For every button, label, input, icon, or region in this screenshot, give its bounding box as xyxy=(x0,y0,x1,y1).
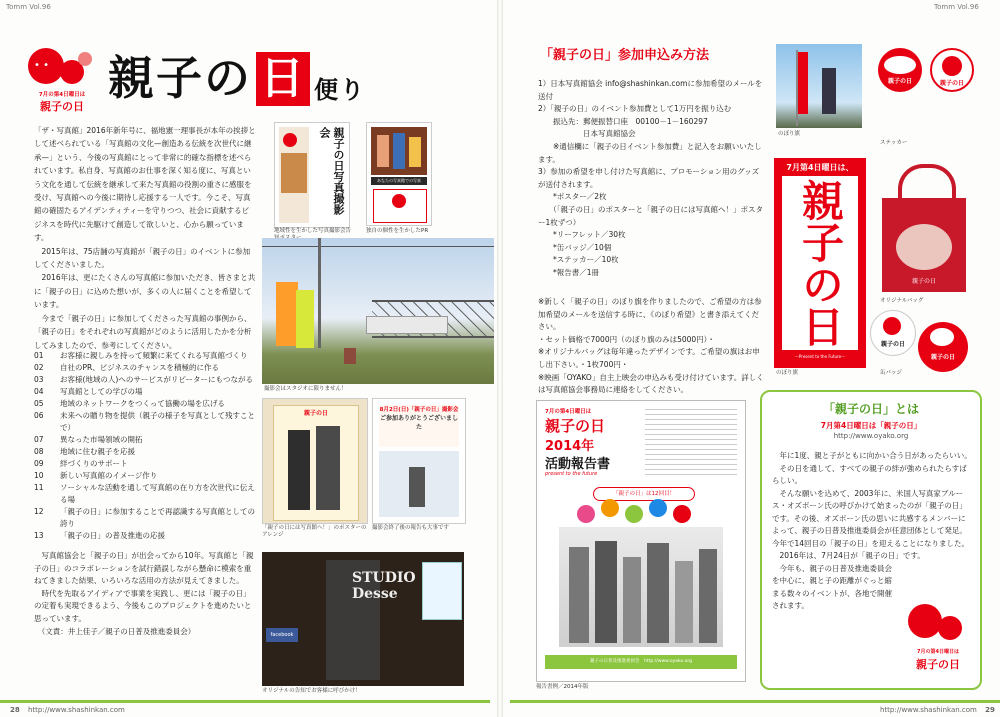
report-title-line1: 7月の第4日曜日は xyxy=(545,409,592,415)
family-member-6 xyxy=(699,549,717,643)
report-footer-bar: 親子の日普及推進委員会 http://www.oyako.org xyxy=(545,655,737,669)
list-item: 09 絆づくりのサポート xyxy=(34,459,128,468)
title-part3: 便り xyxy=(314,76,366,104)
application-steps xyxy=(538,78,764,280)
benefit-list xyxy=(34,350,256,542)
report-title-line2: 親子の日 xyxy=(545,417,606,435)
note-line: ※映画「OYAKO」自主上映会の申込みも受け付けています。詳しくは写真館協会事務局に連絡をしてください。 xyxy=(538,372,764,395)
pr-person-2 xyxy=(393,133,405,169)
logo-line1: 7月の第4日曜日は xyxy=(38,92,86,98)
heart-balloon-orange-icon xyxy=(601,499,619,517)
poster-person-2 xyxy=(316,426,340,510)
footer-line-left xyxy=(0,700,490,703)
caption-flag: のぼり旗 xyxy=(776,370,799,376)
note-line: ※オリジナルバッグは毎年違ったデザインです。ご希望の旗はお申し出下さい。・1枚700円・ xyxy=(538,347,760,369)
intro-paragraph: 2015年は、75店舗の写真館が「親子の日」のイベントに参加してくださいました。 xyxy=(34,246,251,270)
family-subject xyxy=(344,348,356,364)
list-item: 01 お客様に親しみを持って頻繁に来てくれる写真館づくり xyxy=(34,351,248,360)
footer-line-right xyxy=(510,700,1000,703)
badge-1-text: 親子の日 xyxy=(880,341,905,348)
studio-photo xyxy=(262,552,464,686)
running-head-left-text: Tomm Vol.96 xyxy=(6,3,51,11)
closing-paragraph: 時代を先取るアイディアで事業を実践し、更には「親子の日」の定着も実現できるよう、今後もこのプロジェクトを進めたいと思っています。 xyxy=(34,588,252,623)
sticker-2-text: 親子の日 xyxy=(939,80,964,87)
gutter xyxy=(497,0,503,717)
heart-balloon-red-icon xyxy=(673,505,691,523)
power-line xyxy=(262,246,494,247)
caption-photo2: 独自の個性を生かしたPR xyxy=(366,228,429,234)
application-notes xyxy=(538,296,764,397)
list-item: 13 「親子の日」の普及推進の応援 xyxy=(34,531,165,540)
about-url: http://www.oyako.org xyxy=(833,432,909,440)
facebook-sign: facebook xyxy=(266,628,298,642)
report-subtitle: 活動報告書 xyxy=(545,457,611,472)
step-line: 2）「親子の日」のイベント参加費として1万円を振り込む xyxy=(538,104,732,114)
report-photo-sub: ご参加ありがとうございました xyxy=(379,415,458,431)
poster-photo-1 xyxy=(274,122,350,228)
flag-photo xyxy=(776,44,862,128)
intro-paragraph: 今まで「親子の日」に参加してくださった写真館の事例から、「親子の日」をそれぞれの写真館がどのように活用したかを分析してみましたので、参考にしてください。 xyxy=(34,313,252,350)
poster-logo-icon xyxy=(283,133,297,147)
footer-url-left: http://www.shashinkan.com xyxy=(27,706,125,714)
report-bubble: 「親子の日」は12回目！ xyxy=(593,487,695,501)
pr-person-3 xyxy=(409,137,421,167)
badge-2-mascot-icon xyxy=(930,328,954,346)
flag-person xyxy=(822,68,836,114)
about-box xyxy=(760,390,982,690)
report-photo xyxy=(372,398,466,524)
list-item: 12 「親子の日」に参加することで再認識する写真館としての誇り xyxy=(34,507,255,528)
caption-poster3: 「親子の日には写真館へ！」のポスターのアレンジ xyxy=(262,525,367,538)
list-item: 07 異なった市場領域の開拓 xyxy=(34,435,143,444)
photographer-orange-shirt xyxy=(276,282,298,346)
caption-report: 報告書例／2014年版 xyxy=(536,684,589,690)
about-paragraph: 今年も、親子の日普及推進委員会を中心に、親と子の距離がぐっと縮まる数々のイベントが、各地で開催されます。 xyxy=(772,563,892,610)
logo-face-icon: • • xyxy=(34,60,49,71)
pr-banner: あなたの写真館での写真 xyxy=(371,177,427,185)
caption-photo4: 撮影会終了後の報告も大事です xyxy=(372,525,450,531)
step-line: *ステッカー／10枚 xyxy=(538,255,619,265)
about-subheading: 7月第4日曜日は「親子の日」 xyxy=(820,421,922,430)
studio-person xyxy=(409,467,425,507)
utility-pole xyxy=(318,238,321,348)
report-body-text-block xyxy=(645,409,737,477)
about-paragraph: そんな願いを込めて、2003年に、米国人写真家ブルース・オズボーン氏の呼びかけて始まったのが「親子の日」です。その後、オズボーン氏の思いに共感するメンバーによって、親子の日普及推進委員会が任意団体として発足。今年で14回目の「親子の日」を迎えることになりました。 xyxy=(772,488,970,548)
heart-balloon-green-icon xyxy=(625,505,643,523)
about-paragraph: 年に1度、親と子がともに向かい合う日があったらいい。 xyxy=(772,451,972,460)
about-heading: 「親子の日」とは xyxy=(822,402,919,416)
arranged-poster xyxy=(273,405,359,521)
bridge-photo xyxy=(262,238,494,384)
step-line: ※通信欄に「親子の日イベント参加費」と記入をお願いいたします。 xyxy=(538,141,762,164)
running-head-left xyxy=(6,3,51,11)
poster-family-image xyxy=(281,153,307,193)
pr-sign xyxy=(373,189,427,223)
about-logo-child-icon xyxy=(938,616,962,640)
oyako-logo xyxy=(26,40,98,112)
step-line: *リーフレット／30枚 xyxy=(538,230,626,240)
pr-sign-logo-icon xyxy=(392,194,406,208)
heart-balloon-pink-icon xyxy=(577,505,595,523)
step-line: 振込先：郵便振替口座 00100－1－160297 xyxy=(538,116,708,126)
nobori-flag xyxy=(774,158,866,368)
footer-url-right: http://www.shashinkan.com xyxy=(880,706,977,714)
running-head-right-text: Tomm Vol.96 xyxy=(934,3,979,11)
family-member-3 xyxy=(623,557,641,643)
caption-studio: オリジナルの告知でお客様に呼びかけ！ xyxy=(262,688,361,694)
caption-flag-small: のぼり旗 xyxy=(778,131,801,137)
about-logo-parent-icon xyxy=(908,604,942,638)
list-item: 08 地域に住む親子を応援 xyxy=(34,447,135,456)
list-item: 11 ソーシャルな活動を通して写真館の在り方を次世代に伝える場 xyxy=(34,483,255,504)
flag-banner xyxy=(798,52,808,114)
caption-bridge: 撮影会はスタジオに限りません！ xyxy=(264,386,347,392)
title-part2: 日 xyxy=(256,52,310,106)
running-head-right xyxy=(934,3,979,11)
family-member-4 xyxy=(647,543,669,643)
about-logo-line1: 7月の第4日曜日は xyxy=(917,649,959,655)
list-item: 06 未来への贈り物を提供（親子の様子を写真として残すことで） xyxy=(34,411,255,432)
about-logo xyxy=(902,602,974,682)
about-text xyxy=(772,450,972,613)
photographer-yellow-vest xyxy=(296,290,314,348)
title-part1: 親子の xyxy=(108,51,252,105)
note-line: ・セット価格で7000円（のぼり旗のみは5000円）・ xyxy=(538,334,715,344)
list-item: 04 写真館としての学びの場 xyxy=(34,387,143,396)
list-item: 02 自社のPR、ビジネスのチャンスを積極的に作る xyxy=(34,363,220,372)
sticker-1-mascot-icon xyxy=(884,56,916,74)
family-member-5 xyxy=(675,561,693,643)
intro-paragraph: 「ザ・写真館」2016年新年号に、福地憲一理事長が本年の挨拶として述べられている「写真館の文化—創造ある伝統を次世代に継承—」という、今後の写真館にとって非常に的確な指標を述べられています。私自身、写真館のお仕事を深く知る度に、写真という文化を通して伝統を継承して来た写真館の役割の重さに感服を受け、写真館への今後に期待し応援する一人です。今こそ、写真館の確固たるアイデンティティーを守りつつ、社会に貢献するビジネスを時代に先駆けて創造して欲しいと、心から願っています。 xyxy=(34,126,256,243)
studio-name: STUDIO Desse xyxy=(352,570,416,602)
heart-balloon-blue-icon xyxy=(649,499,667,517)
report-studio-image xyxy=(379,451,459,517)
caption-sticker: ステッカー xyxy=(880,140,908,146)
caption-bag: オリジナルバッグ xyxy=(880,298,924,304)
about-paragraph: その日を通して、すべての親子の絆が強められたらすばらしい。 xyxy=(772,463,967,485)
note-line: ※新しく「親子の日」のぼり旗を作りましたので、ご希望の方は参加希望のメールを送信する時に、《のぼり希望》と書き添えてください。 xyxy=(538,297,762,332)
family-member-1 xyxy=(569,547,589,643)
logo-line2: 親子の日 xyxy=(40,100,84,113)
arranged-poster-heading: 親子の日 xyxy=(303,410,328,417)
intro-paragraph: 2016年は、更にたくさんの写真館に参加いただき、皆さまと共に「親子の日」に込めた想いが、多くの人に届くことを希望しています。 xyxy=(34,273,256,310)
about-paragraph: 2016年は、7月24日が「親子の日」です。 xyxy=(772,551,925,560)
sticker-2 xyxy=(930,48,974,92)
step-line: 日本写真館協会 xyxy=(538,129,636,139)
bag-text: 親子の日 xyxy=(911,278,936,285)
badge-1 xyxy=(870,310,916,356)
badge-1-mascot-icon xyxy=(883,317,901,335)
studio-poster xyxy=(422,562,462,620)
page-number-left: 28 xyxy=(10,706,20,714)
intro-text xyxy=(34,124,256,352)
flag-big-text: 親子の日 xyxy=(796,179,845,347)
page-number-right: 29 xyxy=(985,706,995,714)
pr-photo-2 xyxy=(366,122,432,226)
footer-left xyxy=(10,706,125,714)
sticker-1-text: 親子の日 xyxy=(887,78,912,85)
list-item: 03 お客様(地域の人)へのサービスがリピーターにもつながる xyxy=(34,375,254,384)
about-logo-line2: 親子の日 xyxy=(916,658,960,671)
step-line: 1）日本写真館協会 info@shashinkan.comに参加希望のメールを送付 xyxy=(538,79,763,101)
tote-bag xyxy=(876,164,972,294)
flag-white-panel xyxy=(782,176,858,350)
badge-2 xyxy=(918,322,968,372)
step-line: 3）参加の希望を申し付けた写真館に、プロモーション用のグッズが送付されます。 xyxy=(538,167,760,189)
family-photo xyxy=(559,527,723,647)
application-heading: 「親子の日」参加申込み方法 xyxy=(540,48,710,63)
report-photo-heading: 8月2日(日)「親子の日」撮影会 xyxy=(379,407,459,413)
report-cover xyxy=(536,400,746,682)
flag-top-text: 7月第4日曜日は、 xyxy=(786,163,854,172)
report-year: 2014年 xyxy=(545,439,595,454)
step-line: *ポスター／2枚 xyxy=(538,192,607,202)
footer-right xyxy=(880,706,995,714)
badge-2-text: 親子の日 xyxy=(930,354,955,361)
closing-paragraph: 写真館協会と「親子の日」が出会ってから10年。写真館と「親子の日」のコラボレーションを試行錯誤しながら懸命に模索を重ねてきました結果、いろいろな活用の方法が見えてきました。 xyxy=(34,551,254,586)
pr-person-1 xyxy=(377,135,389,167)
list-item: 10 新しい写真館のイメージ作り xyxy=(34,471,158,480)
caption-poster1: 地域性を生かした写真撮影会告 xyxy=(274,228,352,234)
list-item: 05 地域のネットワークをつくって協働の場を広げる xyxy=(34,399,225,408)
poster-person-1 xyxy=(288,430,310,510)
bag-illustration xyxy=(896,224,952,270)
step-line: （「親子の日」のポスターと「親子の日には写真館へ！」ポスター1枚ずつ） xyxy=(538,204,763,227)
poster-title: 親子の日写真撮影会 xyxy=(311,127,345,223)
report-photo-card xyxy=(379,405,459,447)
poster-arrange-photo xyxy=(262,398,368,524)
closing-text xyxy=(34,550,256,638)
step-line: *缶バッジ／10個 xyxy=(538,242,612,252)
closing-paragraph: （文責：井上佳子／親子の日普及推進委員会） xyxy=(34,626,196,636)
bag-body xyxy=(882,198,966,292)
train xyxy=(366,316,448,334)
sticker-2-mascot-icon xyxy=(942,56,962,76)
sticker-1 xyxy=(878,48,922,92)
family-member-2 xyxy=(595,541,617,643)
step-line: *報告書／1冊 xyxy=(538,267,600,277)
logo-dot-icon xyxy=(78,52,92,66)
caption-badge: 缶バッジ xyxy=(880,370,903,376)
report-tagline: present to the future xyxy=(545,471,598,477)
page-title xyxy=(108,46,366,106)
flag-small-text: ～Present to the Future～ xyxy=(794,354,846,359)
